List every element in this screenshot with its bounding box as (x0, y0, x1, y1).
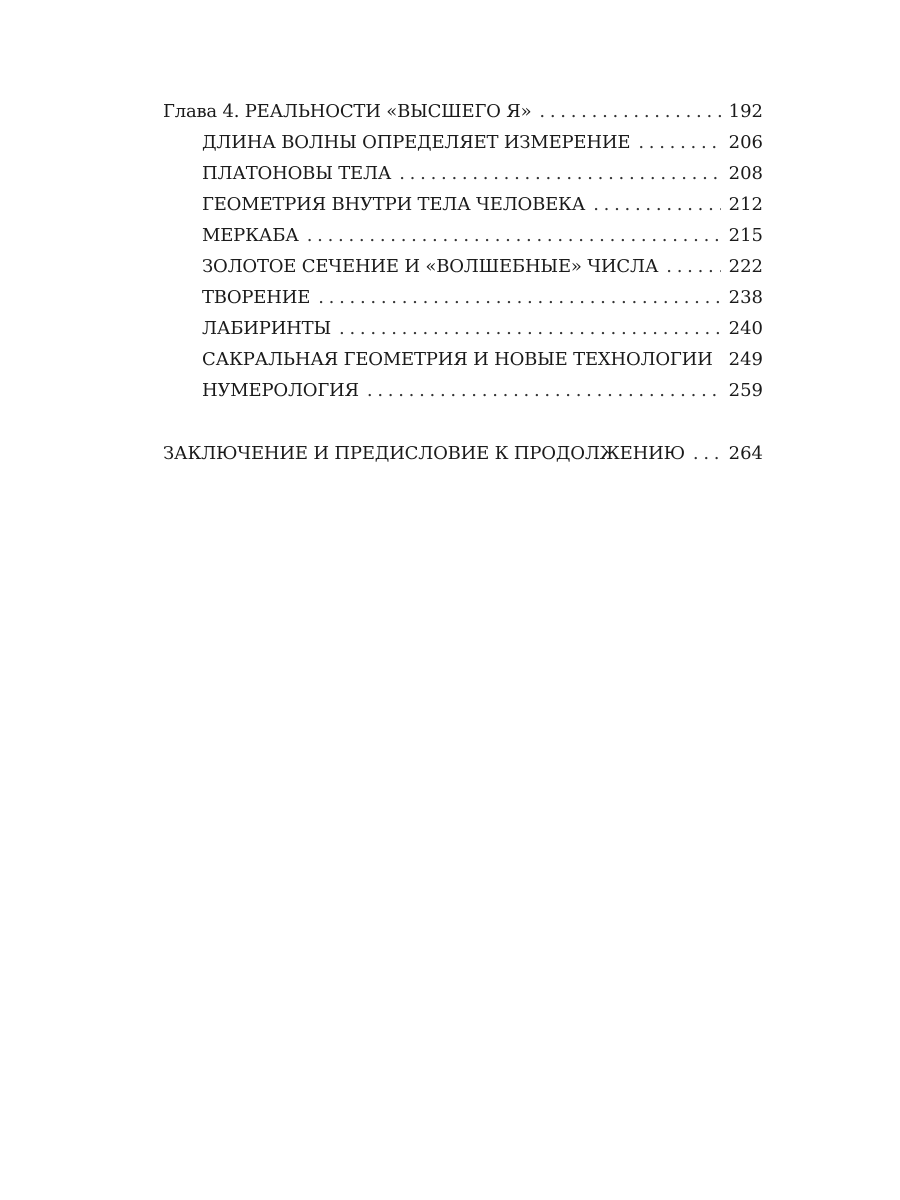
toc-entry-page: 222 (728, 256, 763, 277)
toc-entry-title: Глава 4. РЕАЛЬНОСТИ «ВЫСШЕГО Я» (163, 101, 532, 122)
table-of-contents (163, 96, 763, 469)
toc-entry-labyrinths[interactable] (163, 313, 763, 344)
dot-leader (318, 282, 720, 313)
toc-entry-page: 206 (728, 132, 763, 153)
toc-entry-title: НУМЕРОЛОГИЯ (202, 380, 359, 401)
toc-entry-page: 249 (728, 349, 764, 370)
toc-entry-title: ЛАБИРИНТЫ (202, 318, 331, 339)
dot-leader (693, 438, 721, 469)
toc-entry-title: ЗАКЛЮЧЕНИЕ И ПРЕДИСЛОВИЕ К ПРОДОЛЖЕНИЮ (163, 443, 685, 464)
toc-entry-page: 240 (728, 318, 763, 339)
toc-entry-title: ПЛАТОНОВЫ ТЕЛА (202, 163, 392, 184)
toc-entry-title: САКРАЛЬНАЯ ГЕОМЕТРИЯ И НОВЫЕ ТЕХНОЛОГИИ (202, 349, 713, 370)
toc-entry-page: 264 (728, 443, 763, 464)
dot-leader (367, 375, 721, 406)
toc-entry-title: МЕРКАБА (202, 225, 299, 246)
dot-leader (399, 158, 720, 189)
toc-entry-sacred-geometry-tech[interactable] (163, 344, 763, 375)
toc-entry-golden-ratio[interactable] (163, 251, 763, 282)
dot-leader (638, 127, 720, 158)
toc-entry-numerology[interactable] (163, 375, 763, 406)
dot-leader (539, 96, 720, 127)
toc-entry-platonic-solids[interactable] (163, 158, 763, 189)
toc-entry-body-geometry[interactable] (163, 189, 763, 220)
toc-entry-wavelength[interactable] (163, 127, 763, 158)
toc-entry-page: 215 (728, 225, 763, 246)
dot-leader (593, 189, 720, 220)
toc-entry-title: ГЕОМЕТРИЯ ВНУТРИ ТЕЛА ЧЕЛОВЕКА (202, 194, 586, 215)
toc-entry-title: ДЛИНА ВОЛНЫ ОПРЕДЕЛЯЕТ ИЗМЕРЕНИЕ (202, 132, 631, 153)
dot-leader (307, 220, 721, 251)
dot-leader (339, 313, 721, 344)
toc-entry-creation[interactable] (163, 282, 763, 313)
toc-entry-chapter-4[interactable] (163, 96, 763, 127)
toc-entry-merkaba[interactable] (163, 220, 763, 251)
toc-entry-page: 192 (728, 101, 763, 122)
toc-entry-conclusion[interactable] (163, 438, 763, 469)
toc-entry-page: 259 (728, 380, 763, 401)
toc-entry-title: ТВОРЕНИЕ (202, 287, 311, 308)
toc-entry-title: ЗОЛОТОЕ СЕЧЕНИЕ И «ВОЛШЕБНЫЕ» ЧИСЛА (202, 256, 659, 277)
toc-entry-page: 238 (728, 287, 763, 308)
toc-entry-page: 208 (728, 163, 763, 184)
toc-entry-page: 212 (728, 194, 763, 215)
dot-leader (666, 251, 720, 282)
